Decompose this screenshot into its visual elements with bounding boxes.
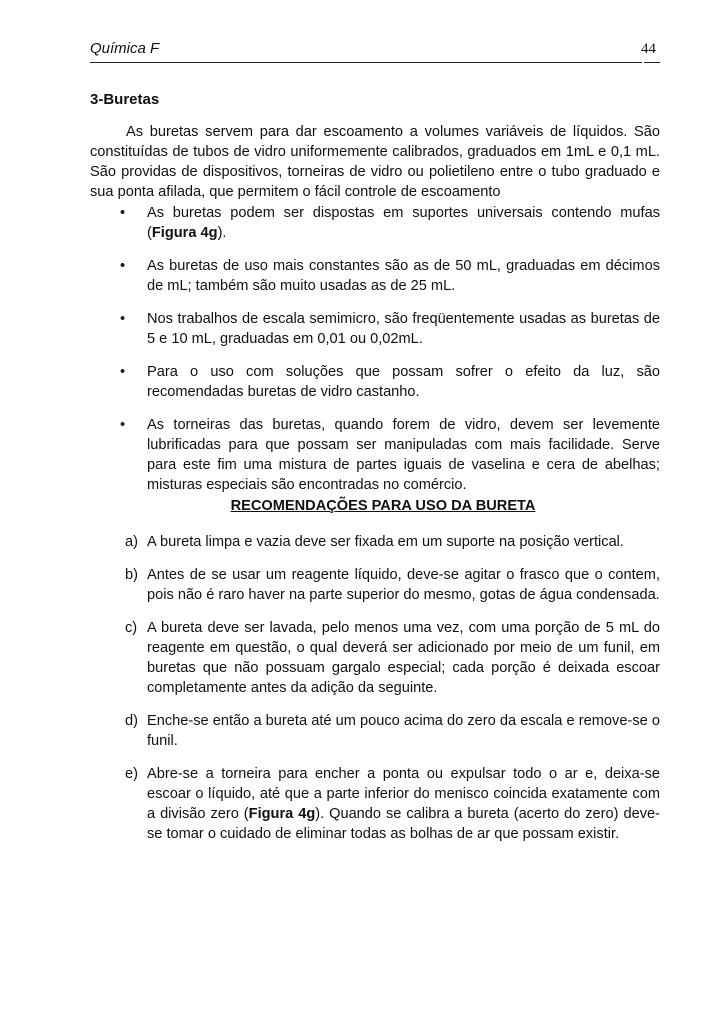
bullet-item xyxy=(90,203,660,243)
document-page xyxy=(90,0,660,842)
step-marker: b) xyxy=(125,567,138,583)
step-marker: c) xyxy=(125,620,138,636)
steps-list xyxy=(90,532,660,857)
figure-reference: Figura 4g xyxy=(248,806,316,822)
step-item xyxy=(90,764,660,844)
step-text: A bureta deve ser lavada, pelo menos uma vez, com uma porção de 5 mL do reagente em questão, o qual deverá ser adicionado por meio de um funil, em buretas que não possuam gargalo especial; cada porção é deixada escoar completamente antes da adição da seguinte. xyxy=(147,620,660,696)
bullet-text: As buretas de uso mais constantes são as de 50 mL, graduadas em décimos de mL; também são muito usadas as de 25 mL. xyxy=(147,258,660,294)
bullet-item xyxy=(90,415,660,495)
bullet-text-part: ). xyxy=(217,225,227,241)
step-text-part: Abre-se a torneira para encher a ponta ou expulsar todo o ar e, deixa-se escoar o líquido, até que a parte inferior do menisco coincida exatamente com a divisão zero ( xyxy=(147,766,660,822)
bullet-text: As torneiras das buretas, quando forem de vidro, devem ser levemente lubrificadas para que possam ser manipuladas com mais facilidade. Serve para este fim uma mistura de partes iguais de vaselina e cera de abelhas; misturas especiais são encontradas no comércio. xyxy=(147,417,660,493)
bullet-item xyxy=(90,362,660,402)
bullet-icon: • xyxy=(120,258,126,274)
bullet-icon: • xyxy=(120,205,126,221)
step-text-part: ). Quando se calibra a bureta (acerto do zero) deve-se tomar o cuidado de eliminar todas as bolhas de ar que possam existir. xyxy=(147,806,660,842)
step-marker: e) xyxy=(125,766,138,782)
page-number: 44 xyxy=(641,41,656,57)
header-rule-page xyxy=(644,62,660,63)
page-header xyxy=(90,0,660,64)
step-text: A bureta limpa e vazia deve ser fixada em um suporte na posição vertical. xyxy=(147,534,624,550)
section-title: 3-Buretas xyxy=(90,91,160,108)
bullet-item xyxy=(90,256,660,296)
header-course-title: Química F xyxy=(90,40,160,57)
bullet-text: Nos trabalhos de escala semimicro, são freqüentemente usadas as buretas de 5 e 10 mL, graduadas em 0,01 ou 0,02mL. xyxy=(147,311,660,347)
step-item xyxy=(90,618,660,698)
step-item xyxy=(90,565,660,605)
intro-paragraph: As buretas servem para dar escoamento a volumes variáveis de líquidos. São constituídas de tubos de vidro uniformemente calibrados, graduados em 1mL e 0,1 mL. São providas de dispositivos, torneiras de vidro ou polietileno entre o tubo graduado e sua ponta afilada, que permitem o fácil controle de escoamento xyxy=(90,124,660,200)
bullet-list xyxy=(90,203,660,508)
step-item xyxy=(90,711,660,751)
recommendations-title: RECOMENDAÇÕES PARA USO DA BURETA xyxy=(230,498,536,514)
bullet-icon: • xyxy=(120,311,126,327)
step-marker: d) xyxy=(125,713,138,729)
step-text: Enche-se então a bureta até um pouco acima do zero da escala e remove-se o funil. xyxy=(147,713,660,749)
bullet-text-part: As buretas podem ser dispostas em suportes universais contendo mufas ( xyxy=(147,205,660,241)
figure-reference: Figura 4g xyxy=(151,225,218,241)
step-marker: a) xyxy=(125,534,138,550)
step-item xyxy=(90,532,660,552)
bullet-item xyxy=(90,309,660,349)
header-rule xyxy=(90,62,642,63)
bullet-icon: • xyxy=(120,417,126,433)
bullet-icon: • xyxy=(120,364,126,380)
step-text: Antes de se usar um reagente líquido, deve-se agitar o frasco que o contem, pois não é raro haver na parte superior do mesmo, gotas de água condensada. xyxy=(147,567,660,603)
bullet-text: Para o uso com soluções que possam sofrer o efeito da luz, são recomendadas buretas de vidro castanho. xyxy=(147,364,660,400)
